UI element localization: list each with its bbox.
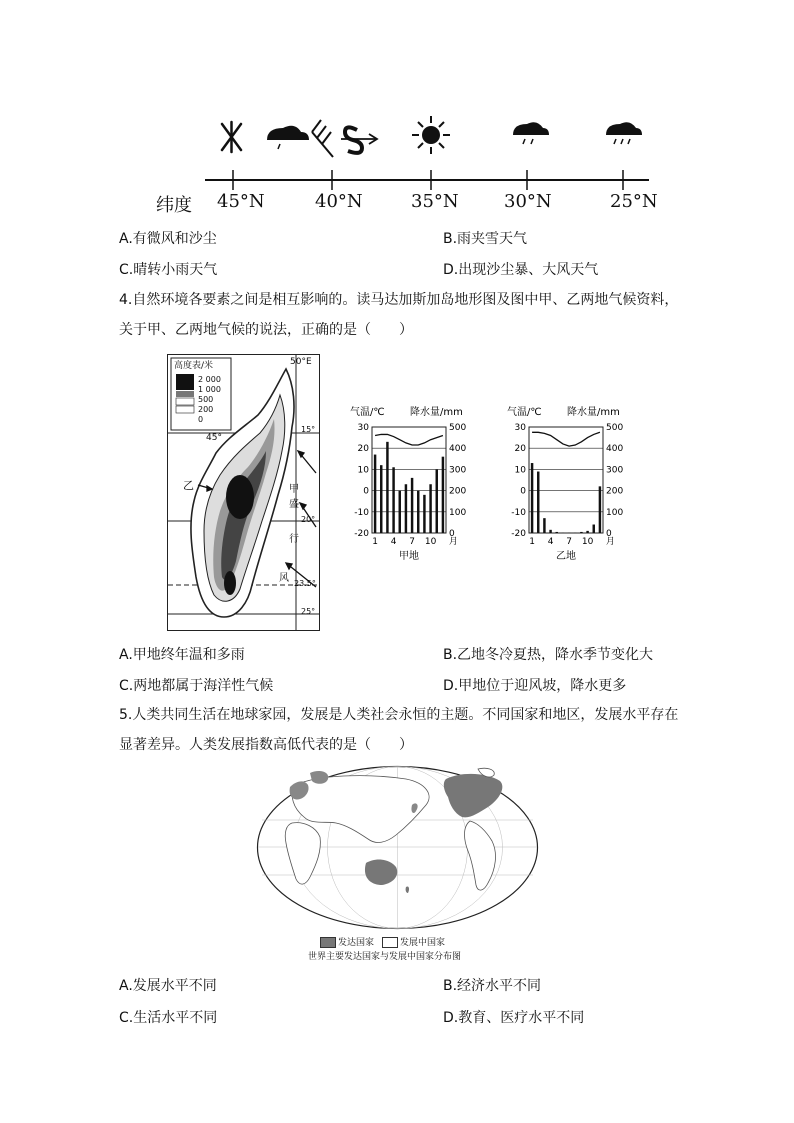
- legend-level: 500: [198, 395, 214, 404]
- right-axis-title: 降水量/mm: [567, 407, 620, 418]
- precip-bar: [380, 465, 382, 533]
- month-tick-label: 1: [372, 537, 378, 547]
- left-tick-label: -10: [511, 507, 526, 518]
- latitude-label: 40°N: [315, 191, 363, 212]
- right-axis-title: 降水量/mm: [410, 407, 463, 418]
- temperature-line: [375, 434, 443, 445]
- q4-option-a[interactable]: A.甲地终年温和多雨: [119, 647, 245, 663]
- right-tick-label: 300: [606, 465, 624, 476]
- legend-level: 2 000: [198, 375, 221, 384]
- right-tick-label: 100: [606, 507, 624, 518]
- q5-stem: 5.人类共同生活在地球家园，发展是人类社会永恒的主题。不同国家和地区，发展水平存在显著差异。人类发展指数高低代表的是（ ）: [119, 707, 679, 753]
- right-tick-label: 200: [606, 486, 624, 497]
- legend-level: 1 000: [198, 385, 221, 394]
- legend-level: 200: [198, 405, 214, 414]
- world-map-caption: 世界主要发达国家与发展中国家分布图: [308, 952, 462, 962]
- latitude-row-label: 纬度: [156, 195, 192, 216]
- q5-option-c[interactable]: C.生活水平不同: [119, 1010, 218, 1026]
- right-tick-label: 400: [606, 444, 624, 455]
- sandstorm-icon: [341, 127, 377, 152]
- left-tick-label: 0: [520, 486, 526, 497]
- wind-label-char: 盛: [289, 499, 299, 510]
- month-tick-label: 1: [529, 537, 535, 547]
- latitude-label: 30°N: [504, 191, 552, 212]
- snow-icon: [222, 122, 241, 152]
- precip-bar: [386, 442, 388, 533]
- left-tick-label: 0: [363, 486, 369, 497]
- left-tick-label: 20: [357, 444, 369, 455]
- month-tick-label: 7: [566, 537, 572, 547]
- lat-label: 25°: [301, 607, 316, 616]
- q5-option-b[interactable]: B.经济水平不同: [443, 978, 542, 994]
- precip-bar: [405, 484, 407, 533]
- left-axis-title: 气温/℃: [507, 407, 542, 418]
- q4-option-c[interactable]: C.两地都属于海洋性气候: [119, 678, 274, 694]
- legend-level: 0: [198, 415, 204, 424]
- world-development-map: [256, 765, 539, 962]
- right-tick-label: 100: [449, 507, 467, 518]
- precip-bar: [399, 491, 401, 533]
- precip-bar: [580, 532, 582, 533]
- precip-bar: [549, 530, 551, 533]
- precip-bar: [417, 491, 419, 533]
- precip-bar: [429, 484, 431, 533]
- month-tick-label: 4: [390, 537, 397, 547]
- terrain-legend-title: 高度表/米: [174, 361, 214, 371]
- left-axis-title: 气温/℃: [350, 407, 385, 418]
- moderate-rain-icon: [606, 122, 642, 144]
- precip-bar: [537, 472, 539, 533]
- q5-option-d[interactable]: D.教育、医疗水平不同: [443, 1010, 585, 1026]
- climate-chart-yi: [505, 405, 625, 575]
- terrain-legend-levels: [198, 375, 221, 425]
- legend-developing-swatch: [382, 937, 398, 948]
- left-tick-label: -20: [511, 529, 526, 539]
- latitude-label: 25°N: [610, 191, 658, 212]
- wind-label-char: 甲: [289, 484, 299, 495]
- q3-option-a[interactable]: A.有微风和沙尘: [119, 231, 217, 247]
- month-tick-label: 7: [409, 537, 415, 547]
- latitude-label: 45°N: [217, 191, 265, 212]
- right-tick-label: 500: [449, 423, 467, 433]
- lon-label-45: 45°: [206, 433, 222, 443]
- lat-label: 23.5°: [294, 579, 316, 588]
- q3-option-c[interactable]: C.晴转小雨天气: [119, 262, 218, 278]
- wind-label-char: 风: [279, 573, 289, 584]
- left-tick-label: 30: [357, 423, 369, 433]
- precip-bar: [374, 455, 376, 533]
- legend-developed-label: 发达国家: [338, 938, 375, 948]
- q3-option-b[interactable]: B.雨夹雪天气: [443, 231, 528, 247]
- month-unit-label: 月: [448, 537, 458, 547]
- month-tick-label: 10: [424, 537, 437, 547]
- right-tick-label: 400: [449, 444, 467, 455]
- climate-chart-svg: [505, 405, 625, 575]
- madagascar-terrain-map: [167, 354, 320, 631]
- chart-station-name: 甲地: [399, 551, 419, 562]
- climate-chart-jia: [348, 405, 468, 575]
- q3-option-d[interactable]: D.出现沙尘暴、大风天气: [443, 262, 599, 278]
- lat-label: 20°: [301, 515, 316, 524]
- q5-option-a[interactable]: A.发展水平不同: [119, 978, 217, 994]
- left-tick-label: -10: [354, 507, 369, 518]
- q4-option-d[interactable]: D.甲地位于迎风坡，降水更多: [443, 678, 627, 694]
- legend-developing-label: 发展中国家: [400, 938, 446, 948]
- precip-bar: [423, 495, 425, 533]
- precip-bar: [531, 463, 533, 533]
- precip-bar: [436, 469, 438, 533]
- world-map-drawing: [256, 765, 539, 930]
- legend-developed-swatch: [320, 937, 336, 948]
- precip-bar: [392, 467, 394, 533]
- place-yi-label: 乙: [183, 479, 194, 492]
- right-tick-label: 300: [449, 465, 467, 476]
- left-tick-label: 10: [357, 465, 369, 476]
- chart-station-name: 乙地: [556, 551, 576, 562]
- latitude-axis: [205, 168, 655, 192]
- left-tick-label: -20: [354, 529, 369, 539]
- latitude-label: 35°N: [411, 191, 459, 212]
- precip-bar: [556, 532, 558, 533]
- plot-frame: [372, 427, 446, 533]
- precip-bar: [543, 518, 545, 533]
- precip-bar: [599, 486, 601, 533]
- month-tick-label: 4: [547, 537, 554, 547]
- wind-barb-icon: [312, 120, 333, 157]
- climate-chart-svg: [348, 405, 468, 575]
- left-tick-label: 30: [514, 423, 526, 433]
- q4-option-b[interactable]: B.乙地冬冷夏热，降水季节变化大: [443, 647, 654, 663]
- month-tick-label: 10: [581, 537, 594, 547]
- precip-bar: [411, 478, 413, 533]
- right-tick-label: 500: [606, 423, 624, 433]
- temperature-line: [532, 432, 600, 446]
- precip-bar: [442, 457, 444, 533]
- left-tick-label: 20: [514, 444, 526, 455]
- lon-label-50e: 50°E: [290, 357, 312, 367]
- drizzle-cloud-icon: [267, 126, 309, 149]
- lat-label: 15°: [301, 425, 316, 434]
- right-tick-label: 0: [449, 529, 455, 539]
- light-rain-icon: [513, 122, 549, 144]
- precip-bar: [593, 525, 595, 533]
- right-tick-label: 200: [449, 486, 467, 497]
- q4-stem: 4.自然环境各要素之间是相互影响的。读马达加斯加岛地形图及图中甲、乙两地气候资料，关于甲、乙两地气候的说法，正确的是（ ）: [119, 292, 679, 338]
- plot-frame: [529, 427, 603, 533]
- right-tick-label: 0: [606, 529, 612, 539]
- precip-bar: [586, 531, 588, 533]
- wind-label-char: 行: [289, 534, 299, 545]
- left-tick-label: 10: [514, 465, 526, 476]
- sunny-icon: [412, 116, 450, 154]
- month-unit-label: 月: [605, 537, 615, 547]
